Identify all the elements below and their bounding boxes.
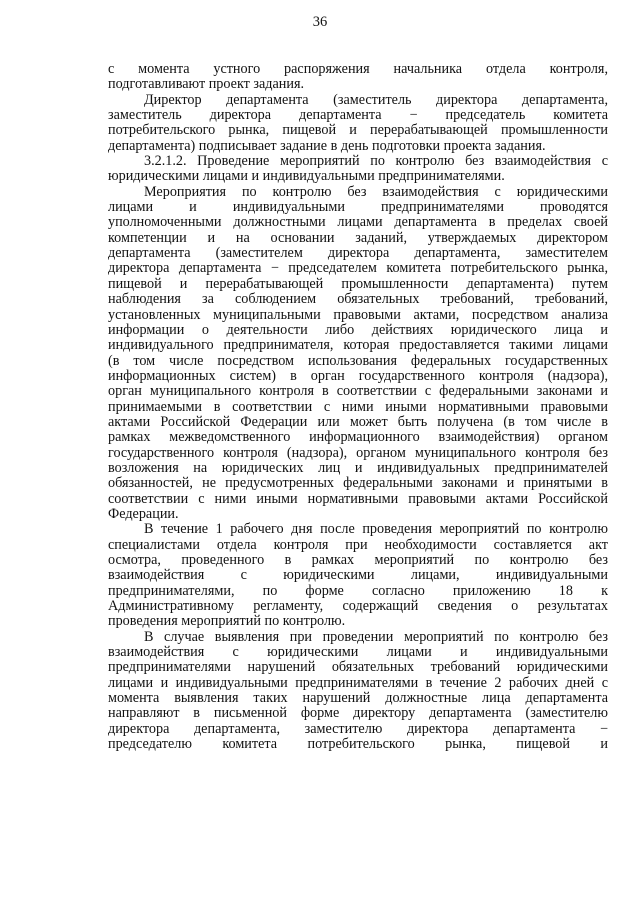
text-line: заместитель директора департамента − председатель комитета [108, 108, 608, 124]
paragraph [108, 154, 608, 185]
page-number: 36 [312, 14, 328, 30]
paragraph [108, 93, 608, 154]
text-line: директора департамента, заместителю директора департамента − [108, 721, 608, 737]
text-line: информации о деятельности либо действиях юридического лица и [108, 322, 608, 338]
text-line: Мероприятия по контролю без взаимодействия с юридическими [144, 184, 608, 200]
text-line: возложения на юридических лиц и индивидуальных предпринимателей [108, 460, 608, 476]
text-line: с момента устного распоряжения начальника отдела контроля, [108, 62, 608, 77]
paragraph [108, 630, 608, 753]
text-line: предпринимателями, по форме согласно приложению 18 к [108, 583, 608, 599]
text-line: обязанностей, не предусмотренных федеральными законами и принятыми в [108, 476, 608, 492]
text-line: установленных муниципальными правовыми актами, посредством анализа [108, 307, 608, 323]
text-line: потребительского рынка, пищевой и перерабатывающей промышленности [108, 123, 608, 139]
text-line: взаимодействия с юридическими лицами и индивидуальными [108, 645, 608, 661]
text-line: орган муниципального контроля в соответствии с федеральными законами и [108, 384, 608, 400]
text-line: Федерации. [108, 506, 179, 522]
text-line: наблюдения за соблюдением обязательных требований, требований, [108, 292, 608, 308]
paragraph [108, 522, 608, 629]
text-line: пищевой и перерабатывающей промышленности департамента) путем [108, 276, 608, 292]
text-line: департамента (заместителем директора департамента, заместителем [108, 246, 608, 262]
text-line: принимаемыми в соответствии с ними иными нормативными правовыми [108, 399, 608, 415]
text-line: взаимодействия с юридическими лицами, индивидуальными [108, 568, 608, 584]
text-line: В случае выявления при проведении мероприятий по контролю без [144, 629, 608, 645]
text-line: лицами и индивидуальными предпринимателями в течение 2 рабочих дней с [108, 675, 608, 691]
text-line: лицами и индивидуальными предпринимателями проводятся [108, 200, 608, 216]
text-line: соответствии с ними иными нормативными правовыми актами Российской [108, 491, 608, 507]
text-line: Административному регламенту, содержащий сведения о результатах [108, 599, 608, 615]
text-line: рамках межведомственного информационного взаимодействия) органом [108, 430, 608, 446]
text-line: уполномоченными должностными лицами департамента в пределах своей [108, 215, 608, 231]
text-line: подготавливают проект задания. [108, 77, 305, 93]
text-line: компетенции и на основании заданий, утверждаемых директором [108, 230, 608, 246]
text-line: проведения мероприятий по контролю. [108, 614, 346, 630]
text-line: актами Российской Федерации или может быть получена (в том числе в [108, 414, 608, 430]
document-body [108, 62, 608, 752]
text-line: 3.2.1.2. Проведение мероприятий по контролю без взаимодействия с [144, 154, 608, 170]
text-line: индивидуального предпринимателя, которая предоставляется такими лицами [108, 338, 608, 354]
text-line: Директор департамента (заместитель директора департамента, [144, 92, 608, 108]
text-line: государственного контроля (надзора), органом муниципального контроля без [108, 445, 608, 461]
text-line: председателю комитета потребительского рынка, пищевой и [108, 737, 608, 753]
text-line: осмотра, проведенного в рамках мероприятий по контролю без [108, 553, 608, 568]
text-line: В течение 1 рабочего дня после проведения мероприятий по контролю [144, 522, 608, 538]
text-line: юридическими лицами и индивидуальными предпринимателями. [108, 169, 505, 185]
paragraph [108, 62, 608, 93]
text-line: директора департамента − председателем комитета потребительского рынка, [108, 261, 608, 277]
paragraph [108, 185, 608, 523]
text-line: специалистами отдела контроля при необходимости составляется акт [108, 537, 608, 553]
text-line: предпринимателями нарушений обязательных требований юридическими [108, 660, 608, 676]
text-line: департамента) подписывает задание в день подготовки проекта задания. [108, 138, 546, 154]
text-line: момента выявления таких нарушений должностные лица департамента [108, 691, 608, 707]
text-line: (в том числе посредством использования федеральных государственных [108, 353, 608, 369]
text-line: направляют в письменной форме директору департамента (заместителю [108, 706, 608, 722]
text-line: информационных систем) в орган государственного контроля (надзора), [108, 368, 608, 384]
